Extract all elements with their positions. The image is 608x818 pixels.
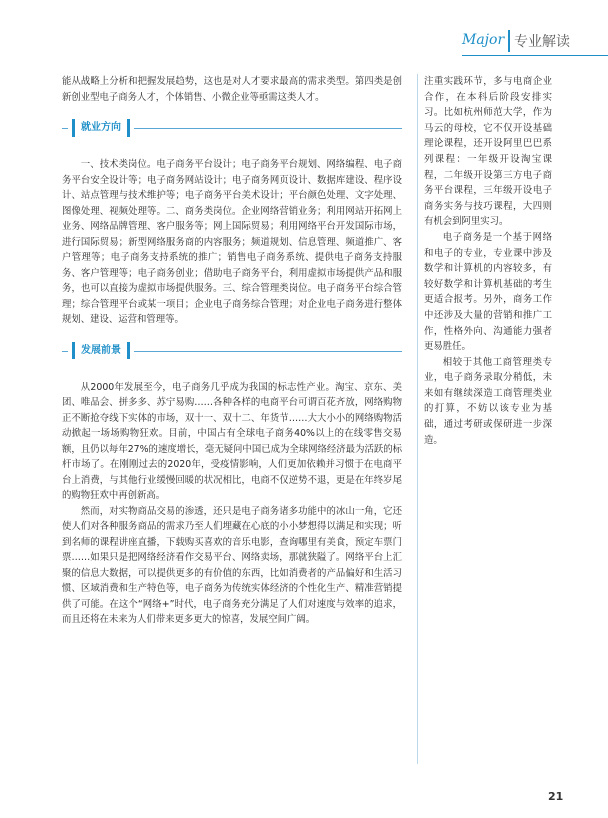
section-employment-title: 就业方向 [72, 119, 130, 137]
column-divider [417, 74, 418, 764]
page-number: 21 [548, 790, 564, 803]
left-column [62, 74, 402, 628]
prospect-paragraph-1: 从2000年发展至今，电子商务几乎成为我国的标志性产业。淘宝、京东、美团、唯品会、拼多多、苏宁易购……各种各样的电商平台可谓百花齐放，网络购物正不断抢夺线下实体的市场，双十一、双十二、年货节……大大小小的网络购物活动掀起一场场购物狂欢。目前，中国占有全球电子商务40%以上的在线零售交易额，且仍以每年27%的速度增长，毫无疑问中国已成为全球网络经济最为活跃的标杆市场了。在刚刚过去的2020年，受疫情影响，人们更加依赖并习惯于在电商平台上消费，与其他行业缓慢回暖的状况相比，电商不仅逆势不退，更是在年终岁尾的购物狂欢中再创新高。 [62, 381, 402, 501]
prospect-paragraph-2: 然而，对实物商品交易的渗透，还只是电子商务诸多功能中的冰山一角，它还使人们对各种服务商品的需求乃至人们埋藏在心底的小小梦想得以满足和实现；听到名师的课程讲座直播，下载购买喜欢的音乐电影，查询哪里有美食，预定车票门票……如果只是把网络经济看作交易平台、网络卖场，那就狭隘了。网络平台上汇聚的信息大数据，可以提供更多的有价值的东西，比如消费者的产品偏好和生活习惯、区域消费和生产特色等，电子商务为传统实体经济的个性化生产、精准营销提供了可能。在这个“网络+”时代，电子商务充分满足了人们对速度与效率的追求，而且还将在未来为人们带来更多更大的惊喜，发展空间广阔。 [62, 505, 402, 625]
section-prospect-heading [62, 332, 402, 372]
section-prospect-title: 发展前景 [72, 342, 130, 360]
header-underline [462, 55, 608, 56]
right-paragraph-1: 注重实践环节，多与电商企业合作，在本科后阶段安排实习。比如杭州师范大学，作为马云的母校，它不仅开设基础理论课程，还开设阿里巴巴系列课程：一年级开设淘宝课程，二年级开设第三方电子商务平台课程，三年级开设电子商务实务与技巧课程，大四则有机会到阿里实习。 [424, 76, 552, 228]
intro-paragraph: 能从战略上分析和把握发展趋势，这也是对人才要求最高的需求类型。第四类是创新创业型电子商务人才，个体销售、小微企业等亟需这类人才。 [62, 76, 402, 103]
header-english: Major [462, 32, 505, 48]
header-chinese: 专业解读 [514, 34, 570, 50]
right-column [424, 74, 552, 448]
right-paragraph-2: 电子商务是一个基于网络和电子的专业，专业课中涉及数学和计算机的内容较多，有较好数学和计算机基础的考生更适合报考。另外，商务工作中还涉及大量的营销和推广工作，性格外向、沟通能力强者更易胜任。 [424, 231, 552, 353]
employment-paragraph: 一、技术类岗位。电子商务平台设计；电子商务平台规划、网络编程、电子商务平台安全设计等；电子商务网站设计；电子商务网页设计、数据库建设、程序设计、站点管理与技术维护等；电子商务平台美术设计；平台颜色处理、文字处理、图像处理、视频处理等。二、商务类岗位。企业网络营销业务；利用网站开拓网上业务、网络品牌管理、客户服务等；网上国际贸易；利用网络平台开发国际市场，进行国际贸易；新型网络服务商的内容服务；频道规划、信息管理、频道推广、客户管理等；电子商务支持系统的推广；销售电子商务系统、提供电子商务支持服务、客户管理等；电子商务创业；借助电子商务平台，利用虚拟市场提供产品和服务，也可以直接为虚拟市场提供服务。三、综合管理类岗位。电子商务平台综合管理；综合管理平台或某一项目；企业电子商务综合管理；对企业电子商务进行整体规划、建设、运营和管理等。 [62, 159, 402, 325]
header-bar [508, 30, 510, 52]
right-paragraph-3: 相较于其他工商管理类专业，电子商务录取分稍低，未来如有继续深造工商管理类业的打算，不妨以该专业为基础，通过考研或保研进一步深造。 [424, 356, 552, 446]
section-employment-heading [62, 109, 402, 149]
page-header [462, 28, 608, 58]
